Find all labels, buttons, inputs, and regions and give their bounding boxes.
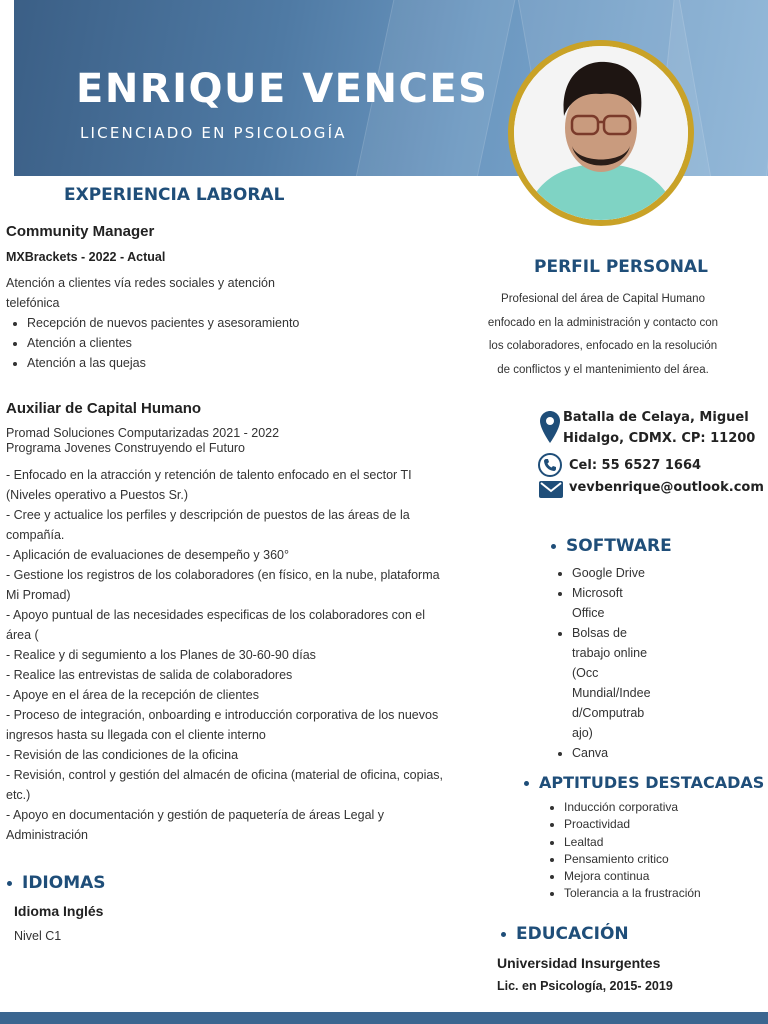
profile-title: PERFIL PERSONAL <box>534 257 708 277</box>
bullet-icon <box>551 544 556 549</box>
list-item: • Microsoft Office <box>572 583 678 623</box>
language-name: Idioma Inglés <box>14 903 104 919</box>
job-company: MXBrackets - 2022 - Actual <box>6 250 166 264</box>
list-item: • Canva <box>572 743 678 763</box>
job-duties: - Enfocado en la atracción y retención de talento enfocado en el sector TI (Niveles operativo a Puestos Sr.) - Cree y actualice los perfiles y descripción de puestos de las áreas de la compañía. - Aplicación de evaluaciones de desempeño y 360° - Gestione los registros de los colaboradores (en físico, en la nube, plataforma Mi Promad) - Apoyo puntual de las necesidades especificas de los colaboradores con el área ( - Realice y di segumiento a los Planes de 30-60-90 días - Realice las entrevistas de salida de colaboradores - Apoye en el área de la recepción de clientes - Proceso de integración, onboarding e introducción corporativa de los nuevos ingresos hasta su llegada con el cliente interno - Revisión de las condiciones de la oficina - Revisión, control y gestión del almacén de oficina (material de oficina, copias, etc.) - Apoyo en documentación y gestión de paquetería de áreas Legal y Administración <box>6 468 444 842</box>
location-pin-icon <box>540 411 560 448</box>
contact-email[interactable]: vevbenrique@outlook.com <box>569 480 764 495</box>
list-item: • Lealtad <box>564 834 760 851</box>
job-title: Community Manager <box>6 223 155 240</box>
list-item: • Recepción de nuevos pacientes y asesoramiento <box>27 313 367 333</box>
job-title: Auxiliar de Capital Humano <box>6 400 202 417</box>
profile-summary: Profesional del área de Capital Humano enfocado en la administración y contacto con los colaboradores, enfocado en la resolución de conflictos y el mantenimiento del área. <box>487 293 719 376</box>
experience-title: EXPERIENCIA LABORAL <box>64 185 285 205</box>
software-title: SOFTWARE <box>551 536 672 556</box>
software-list <box>558 563 678 763</box>
skills-title: APTITUDES DESTACADAS <box>524 773 764 792</box>
contact-address: Batalla de Celaya, Miguel Hidalgo, CDMX. CP: 11200 <box>563 410 756 446</box>
list-item: • Mejora continua <box>564 868 760 885</box>
footer-bar <box>0 1012 768 1024</box>
skills-list <box>550 799 760 903</box>
education-title: EDUCACIÓN <box>501 924 629 944</box>
candidate-name: ENRIQUE VENCES <box>76 66 489 112</box>
contact-phone[interactable]: Cel: 55 6527 1664 <box>569 458 702 473</box>
list-item: • Atención a clientes <box>27 333 367 353</box>
bullet-icon <box>524 781 529 786</box>
list-item: • Tolerancia a la frustración <box>564 885 760 902</box>
profile-photo <box>514 46 688 220</box>
list-item: • Pensamiento critico <box>564 851 760 868</box>
list-item: • Google Drive <box>572 563 678 583</box>
language-level: Nivel C1 <box>14 929 62 943</box>
phone-icon <box>538 453 562 482</box>
education-degree: Lic. en Psicología, 2015- 2019 <box>497 979 673 993</box>
list-item: • Bolsas de trabajo online (Occ Mundial/Indee d/Computrab ajo) <box>572 623 678 743</box>
avatar-icon <box>514 46 688 220</box>
job-description: Atención a clientes vía redes sociales y atención telefónica <box>6 276 275 310</box>
job-bullets <box>7 313 367 373</box>
list-item: • Inducción corporativa <box>564 799 760 816</box>
bullet-icon <box>501 932 506 937</box>
job-company: Promad Soluciones Computarizadas 2021 - 2022 Programa Jovenes Construyendo el Futuro <box>6 426 280 455</box>
candidate-title: LICENCIADO EN PSICOLOGÍA <box>80 124 347 142</box>
mail-icon <box>539 481 563 503</box>
bullet-icon <box>7 881 12 886</box>
education-school: Universidad Insurgentes <box>497 955 661 971</box>
languages-title: IDIOMAS <box>7 873 106 893</box>
list-item: • Atención a las quejas <box>27 353 367 373</box>
list-item: • Proactividad <box>564 816 760 833</box>
